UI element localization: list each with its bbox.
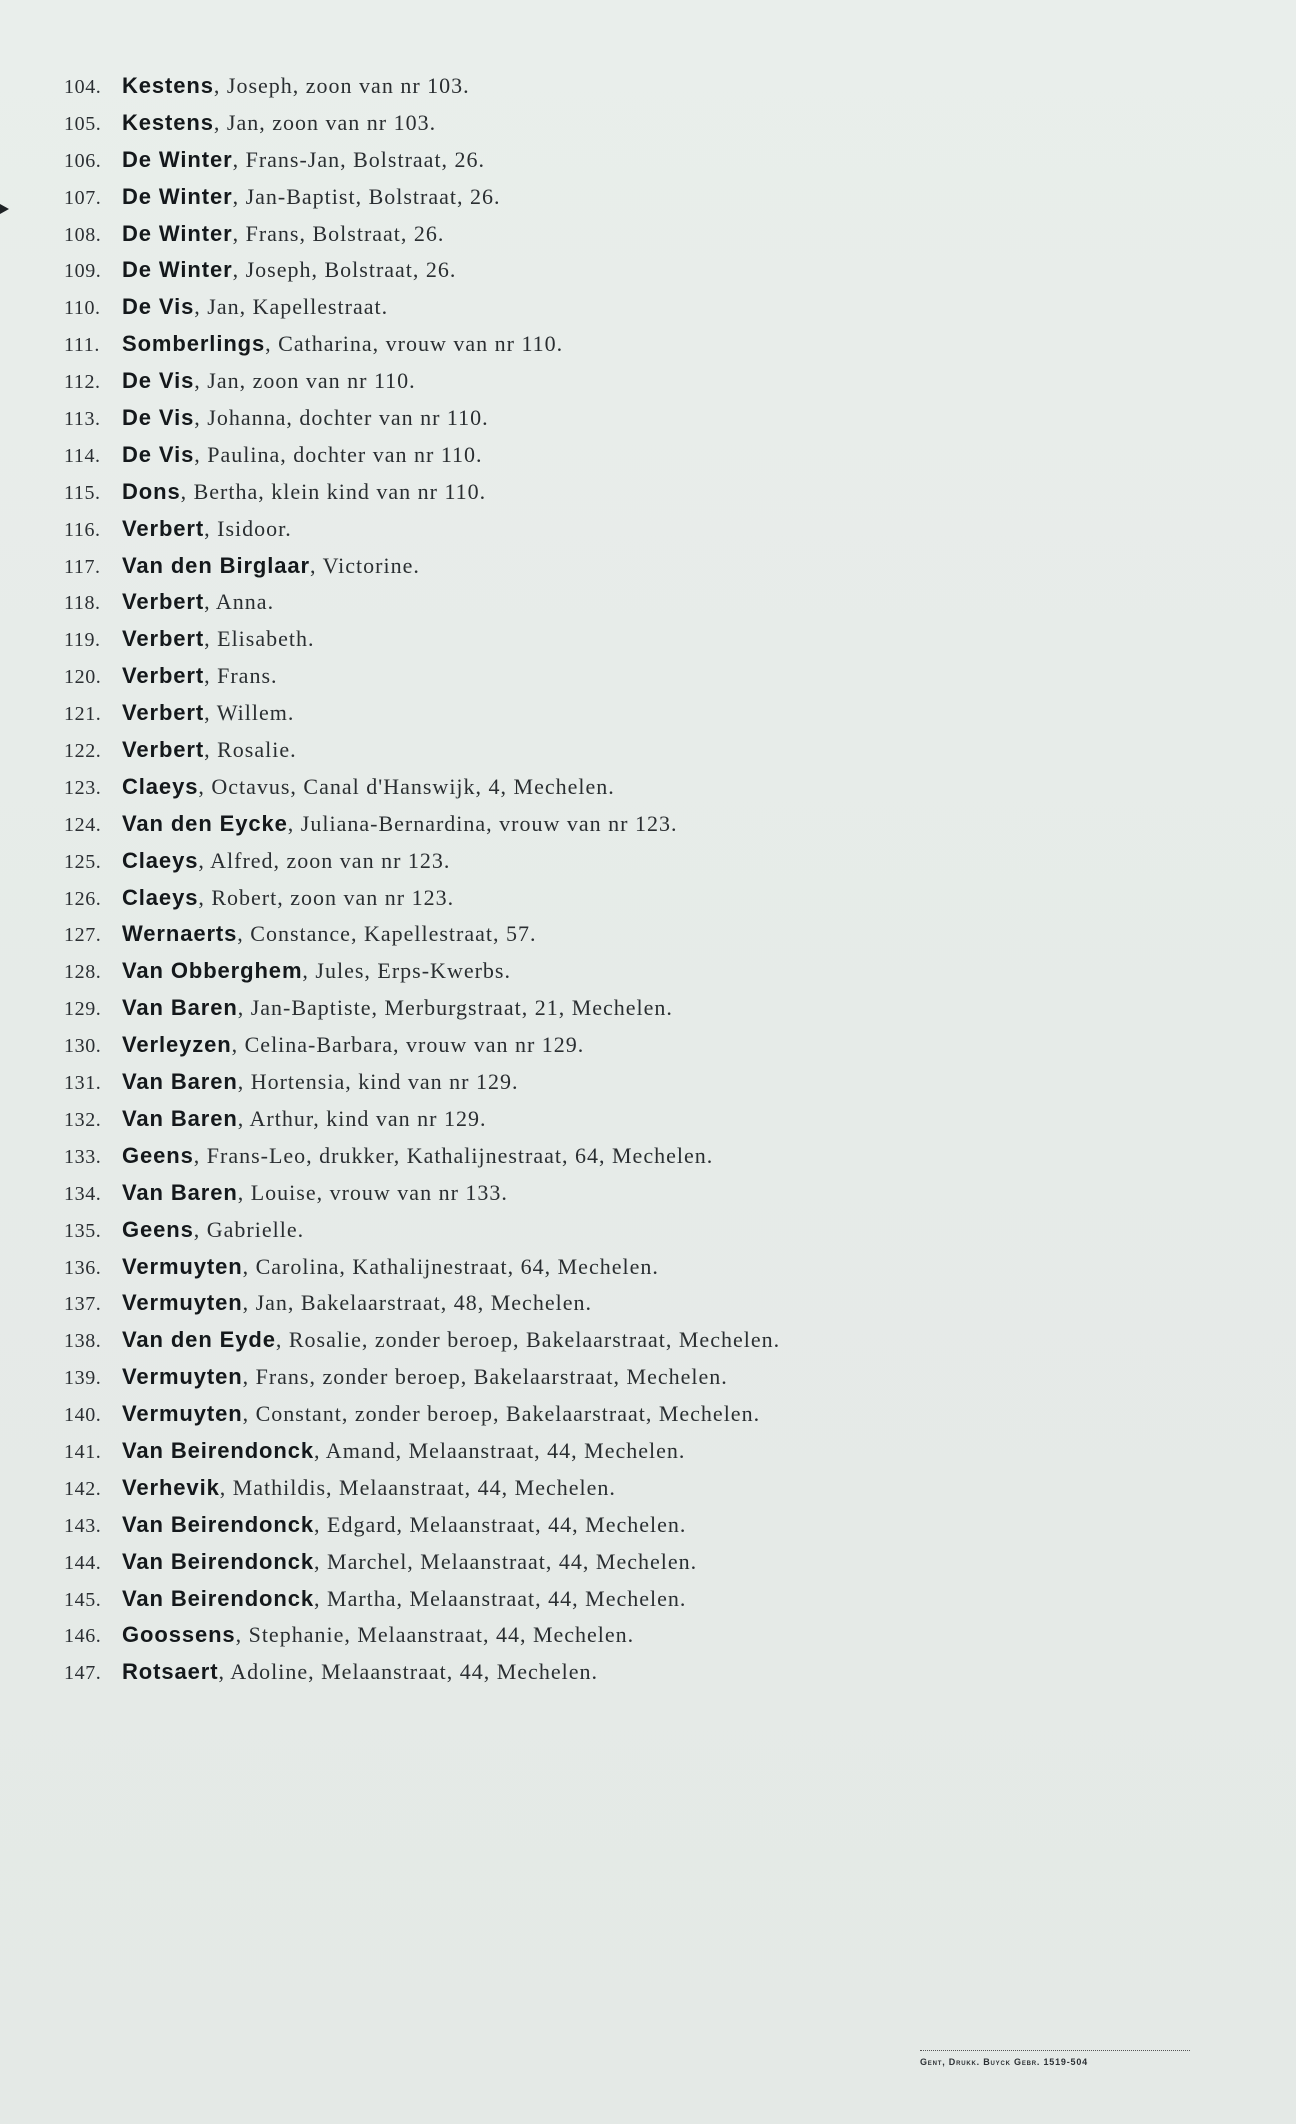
list-item xyxy=(64,252,1064,289)
entry-details: , Jan-Baptist, Bolstraat, 26. xyxy=(232,183,501,209)
entry-surname: Van den Eyde xyxy=(122,1327,276,1353)
entry-list xyxy=(64,68,1064,1691)
entry-number: 115. xyxy=(64,481,101,504)
entry-surname: Geens xyxy=(122,1216,194,1242)
entry-surname: Verbert xyxy=(122,700,205,726)
list-item xyxy=(64,1322,1064,1359)
list-item xyxy=(64,1027,1064,1064)
entry-number: 104. xyxy=(64,76,102,98)
entry-number: 147. xyxy=(64,1662,102,1685)
entry-details: , Constance, Kapellestraat, 57. xyxy=(237,921,537,947)
entry-surname: De Vis xyxy=(122,441,195,467)
list-item xyxy=(64,105,1064,142)
entry-details: , Paulina, dochter van nr 110. xyxy=(194,441,483,467)
entry-number: 119. xyxy=(64,629,101,652)
entry-details: , Adoline, Melaanstraat, 44, Mechelen. xyxy=(218,1659,598,1685)
entry-surname: Van den Eycke xyxy=(122,810,288,836)
entry-surname: Van Baren xyxy=(122,1105,238,1131)
entry-surname: Van Beirendonck xyxy=(122,1548,315,1574)
entry-surname: Van Obberghem xyxy=(122,958,303,984)
entry-surname: Van Baren xyxy=(122,1069,238,1095)
entry-number: 111. xyxy=(64,334,100,357)
entry-number: 123. xyxy=(64,776,102,799)
list-item xyxy=(64,1175,1064,1212)
entry-details: , Joseph, Bolstraat, 26. xyxy=(232,257,457,283)
entry-details: , Carolina, Kathalijnestraat, 64, Mechelen. xyxy=(242,1253,659,1279)
entry-details: , Celina-Barbara, vrouw van nr 129. xyxy=(231,1032,585,1058)
entry-number: 116. xyxy=(64,518,101,541)
entry-number: 140. xyxy=(64,1404,102,1427)
list-item xyxy=(64,695,1064,732)
list-item xyxy=(64,1544,1064,1581)
entry-details: , Frans, zonder beroep, Bakelaarstraat, Mechelen. xyxy=(242,1364,728,1390)
entry-details: , Bertha, klein kind van nr 110. xyxy=(180,478,487,504)
entry-surname: Verbert xyxy=(122,626,205,652)
list-item xyxy=(64,1470,1064,1507)
entry-surname: Kestens xyxy=(122,109,214,135)
entry-details: , Edgard, Melaanstraat, 44, Mechelen. xyxy=(314,1511,687,1537)
entry-details: , Jan, zoon van nr 103. xyxy=(213,109,437,135)
entry-details: , Constant, zonder beroep, Bakelaarstraat, Mechelen. xyxy=(242,1401,761,1427)
entry-number: 125. xyxy=(64,850,102,873)
list-item xyxy=(64,1249,1064,1286)
entry-details: , Marchel, Melaanstraat, 44, Mechelen. xyxy=(314,1548,698,1574)
entry-details: , Frans-Jan, Bolstraat, 26. xyxy=(232,146,486,172)
entry-details: , Willem. xyxy=(204,700,295,726)
entry-number: 122. xyxy=(64,740,102,763)
entry-details: , Frans-Leo, drukker, Kathalijnestraat, 64, Mechelen. xyxy=(193,1142,714,1168)
list-item xyxy=(64,769,1064,806)
list-item xyxy=(64,326,1064,363)
list-item xyxy=(64,843,1064,880)
list-item xyxy=(64,732,1064,769)
entry-number: 121. xyxy=(64,703,102,726)
entry-details: , Joseph, zoon van nr 103. xyxy=(213,73,470,98)
entry-surname: Claeys xyxy=(122,773,199,799)
entry-details: , Louise, vrouw van nr 133. xyxy=(237,1179,508,1205)
list-item xyxy=(64,400,1064,437)
list-item xyxy=(64,953,1064,990)
entry-details: , Anna. xyxy=(204,589,275,615)
entry-number: 113. xyxy=(64,408,101,431)
entry-details: , Stephanie, Melaanstraat, 44, Mechelen. xyxy=(235,1622,635,1648)
list-item xyxy=(64,1138,1064,1175)
entry-number: 146. xyxy=(64,1625,102,1648)
entry-surname: Claeys xyxy=(122,847,199,873)
entry-number: 137. xyxy=(64,1293,102,1316)
printer-imprint: Gent, Drukk. Buyck Gebr. 1519-504 xyxy=(920,2050,1190,2067)
entry-number: 117. xyxy=(64,555,101,578)
entry-number: 133. xyxy=(64,1145,102,1168)
list-item xyxy=(64,1433,1064,1470)
entry-details: , Victorine. xyxy=(310,552,420,578)
list-item xyxy=(64,142,1064,179)
entry-number: 134. xyxy=(64,1182,102,1205)
entry-number: 131. xyxy=(64,1072,102,1095)
entry-details: , Gabrielle. xyxy=(193,1216,305,1242)
list-item xyxy=(64,216,1064,253)
entry-surname: Verleyzen xyxy=(122,1032,232,1058)
entry-surname: De Vis xyxy=(122,294,195,320)
list-item xyxy=(64,1507,1064,1544)
entry-number: 145. xyxy=(64,1588,102,1611)
entry-details: , Jan, zoon van nr 110. xyxy=(194,368,416,394)
list-item xyxy=(64,68,1064,105)
entry-number: 142. xyxy=(64,1477,102,1500)
entry-details: , Frans, Bolstraat, 26. xyxy=(232,220,445,246)
entry-surname: Van Beirendonck xyxy=(122,1437,315,1463)
entry-surname: Van den Birglaar xyxy=(122,552,311,578)
list-item xyxy=(64,179,1064,216)
entry-details: , Juliana-Bernardina, vrouw van nr 123. xyxy=(287,810,678,836)
list-item xyxy=(64,289,1064,326)
entry-number: 138. xyxy=(64,1330,102,1353)
entry-surname: De Winter xyxy=(122,146,233,172)
entry-details: , Hortensia, kind van nr 129. xyxy=(237,1069,519,1095)
entry-number: 144. xyxy=(64,1551,102,1574)
entry-details: , Robert, zoon van nr 123. xyxy=(198,884,455,910)
list-item xyxy=(64,916,1064,953)
entry-details: , Alfred, zoon van nr 123. xyxy=(198,847,451,873)
entry-surname: Dons xyxy=(122,478,181,504)
entry-surname: Kestens xyxy=(122,73,214,98)
entry-number: 132. xyxy=(64,1108,102,1131)
entry-surname: Van Beirendonck xyxy=(122,1511,315,1537)
entry-number: 105. xyxy=(64,112,102,135)
list-item xyxy=(64,1101,1064,1138)
list-item xyxy=(64,1359,1064,1396)
entry-details: , Amand, Melaanstraat, 44, Mechelen. xyxy=(314,1437,686,1463)
entry-details: , Elisabeth. xyxy=(204,626,315,652)
entry-surname: Goossens xyxy=(122,1622,236,1648)
entry-details: , Octavus, Canal d'Hanswijk, 4, Mechelen. xyxy=(198,773,615,799)
list-item xyxy=(64,548,1064,585)
entry-details: , Arthur, kind van nr 129. xyxy=(237,1105,487,1131)
entry-number: 107. xyxy=(64,186,102,209)
entry-details: , Isidoor. xyxy=(204,515,292,541)
entry-surname: Somberlings xyxy=(122,331,266,357)
list-item xyxy=(64,880,1064,917)
list-item xyxy=(64,511,1064,548)
entry-surname: De Vis xyxy=(122,368,195,394)
entry-surname: De Vis xyxy=(122,405,195,431)
entry-details: , Jan-Baptiste, Merburgstraat, 21, Mechelen. xyxy=(237,995,673,1021)
list-item xyxy=(64,474,1064,511)
entry-surname: Vermuyten xyxy=(122,1253,243,1279)
list-item xyxy=(64,437,1064,474)
entry-details: , Catharina, vrouw van nr 110. xyxy=(265,331,564,357)
entry-details: , Rosalie. xyxy=(204,737,297,763)
entry-surname: Verhevik xyxy=(122,1474,220,1500)
list-item xyxy=(64,990,1064,1027)
entry-details: , Martha, Melaanstraat, 44, Mechelen. xyxy=(314,1585,687,1611)
list-item xyxy=(64,1617,1064,1654)
entry-number: 109. xyxy=(64,260,102,283)
entry-number: 118. xyxy=(64,592,101,615)
entry-number: 136. xyxy=(64,1256,102,1279)
list-item xyxy=(64,584,1064,621)
entry-number: 128. xyxy=(64,961,102,984)
entry-number: 135. xyxy=(64,1219,102,1242)
entry-surname: Van Beirendonck xyxy=(122,1585,315,1611)
entry-number: 141. xyxy=(64,1440,102,1463)
entry-details: , Frans. xyxy=(204,663,278,689)
entry-number: 106. xyxy=(64,149,102,172)
list-item xyxy=(64,1285,1064,1322)
entry-number: 139. xyxy=(64,1367,102,1390)
entry-surname: Verbert xyxy=(122,737,205,763)
entry-number: 124. xyxy=(64,813,102,836)
entry-details: , Jan, Bakelaarstraat, 48, Mechelen. xyxy=(242,1290,592,1316)
entry-number: 127. xyxy=(64,924,102,947)
entry-number: 112. xyxy=(64,371,101,394)
entry-number: 143. xyxy=(64,1514,102,1537)
list-item xyxy=(64,806,1064,843)
entry-number: 120. xyxy=(64,666,102,689)
entry-surname: Rotsaert xyxy=(122,1659,219,1685)
entry-surname: De Winter xyxy=(122,257,233,283)
list-item xyxy=(64,363,1064,400)
entry-number: 130. xyxy=(64,1035,102,1058)
entry-surname: Claeys xyxy=(122,884,199,910)
list-item xyxy=(64,1064,1064,1101)
entry-surname: Van Baren xyxy=(122,1179,238,1205)
list-item xyxy=(64,1654,1064,1691)
entry-surname: De Winter xyxy=(122,220,233,246)
list-item xyxy=(64,658,1064,695)
entry-surname: Verbert xyxy=(122,663,205,689)
entry-surname: Van Baren xyxy=(122,995,238,1021)
entry-surname: Vermuyten xyxy=(122,1401,243,1427)
entry-details: , Jules, Erps-Kwerbs. xyxy=(302,958,511,984)
entry-details: , Rosalie, zonder beroep, Bakelaarstraat, Mechelen. xyxy=(275,1327,781,1353)
entry-number: 114. xyxy=(64,444,101,467)
entry-details: , Johanna, dochter van nr 110. xyxy=(194,405,489,431)
entry-surname: Geens xyxy=(122,1142,194,1168)
entry-surname: De Winter xyxy=(122,183,233,209)
entry-surname: Verbert xyxy=(122,515,205,541)
entry-surname: Vermuyten xyxy=(122,1290,243,1316)
list-item xyxy=(64,1396,1064,1433)
entry-surname: Wernaerts xyxy=(122,921,238,947)
list-item xyxy=(64,1581,1064,1618)
margin-arrow-mark xyxy=(0,204,9,214)
entry-details: , Jan, Kapellestraat. xyxy=(194,294,389,320)
entry-details: , Mathildis, Melaanstraat, 44, Mechelen. xyxy=(219,1474,616,1500)
entry-number: 126. xyxy=(64,887,102,910)
entry-number: 129. xyxy=(64,998,102,1021)
list-item xyxy=(64,1212,1064,1249)
entry-number: 108. xyxy=(64,223,102,246)
list-item xyxy=(64,621,1064,658)
entry-surname: Vermuyten xyxy=(122,1364,243,1390)
entry-number: 110. xyxy=(64,297,101,320)
entry-surname: Verbert xyxy=(122,589,205,615)
